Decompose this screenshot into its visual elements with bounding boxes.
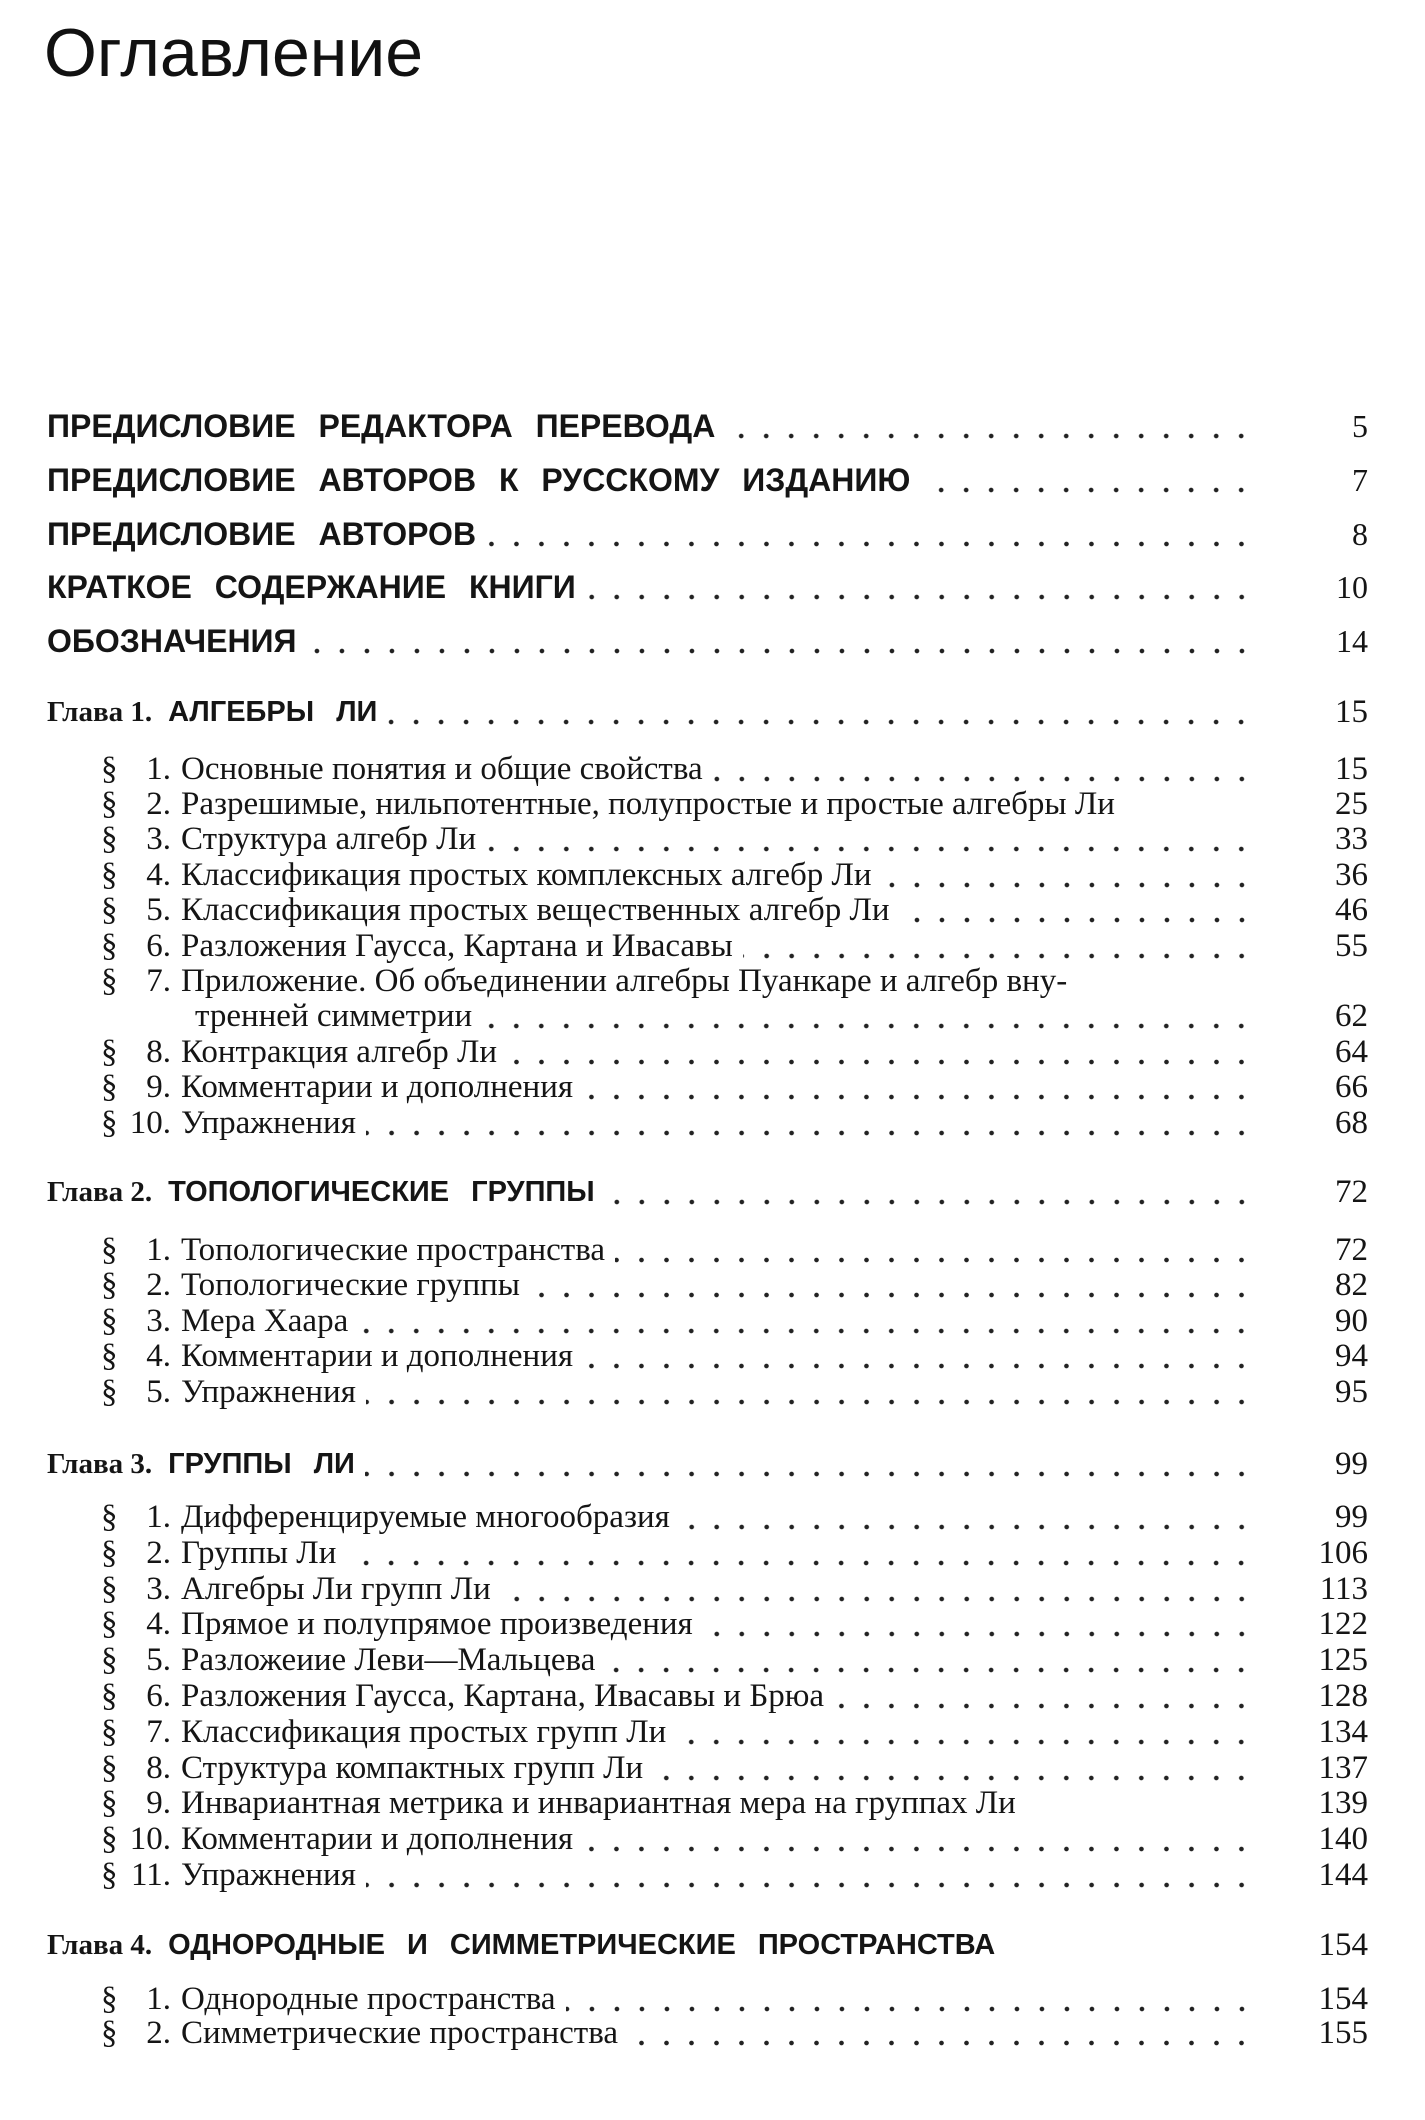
dot-leader (486, 538, 1254, 548)
section-entry[interactable] (101, 1265, 1368, 1305)
section-sign: § (101, 1713, 118, 1750)
page-number: 72 (1335, 1232, 1368, 1268)
dot-leader (920, 484, 1254, 494)
section-number: 1. (146, 1232, 171, 1268)
page-number: 106 (1318, 1534, 1368, 1571)
section-sign: § (101, 821, 118, 857)
section-label (101, 749, 703, 789)
page-number: 154 (1318, 1927, 1368, 1963)
toc-entry-front-matter[interactable] (47, 460, 1368, 500)
section-entry[interactable] (101, 749, 1368, 789)
section-label (101, 1301, 348, 1341)
section-entry[interactable] (101, 819, 1368, 859)
dot-leader (713, 773, 1254, 783)
section-entry[interactable] (101, 1819, 1368, 1859)
page-number: 25 (1335, 786, 1368, 822)
section-number: 5. (146, 1642, 171, 1679)
toc-entry-front-matter[interactable] (47, 406, 1368, 446)
entry-title: ПРЕДИСЛОВИЕ АВТОРОВ (47, 516, 477, 552)
section-sign: § (101, 2015, 118, 2051)
section-title: Упражнения (181, 1105, 356, 1141)
section-sign: § (101, 1534, 118, 1571)
section-title: Классификация простых комплексных алгебр Ли (181, 857, 872, 893)
section-entry[interactable] (101, 890, 1368, 930)
section-sign: § (101, 1069, 118, 1105)
chapter-heading[interactable] (47, 1925, 1368, 1965)
section-label (101, 855, 872, 895)
section-number: 4. (146, 857, 171, 893)
section-label (101, 1855, 356, 1895)
dot-leader (586, 591, 1254, 601)
section-number: 8. (146, 1034, 171, 1070)
section-title: Основные понятия и общие свойства (181, 751, 703, 787)
entry-title: ОБОЗНАЧЕНИЯ (47, 623, 297, 659)
dot-leader (501, 1593, 1254, 1603)
section-sign: § (101, 1606, 118, 1643)
dot-leader (366, 1396, 1254, 1406)
section-entry[interactable] (101, 1497, 1368, 1537)
section-number: 5. (146, 1374, 171, 1410)
section-entry[interactable] (101, 1372, 1368, 1412)
page-number: 140 (1318, 1821, 1368, 1858)
section-label (101, 1676, 824, 1716)
section-sign: § (101, 1642, 118, 1679)
page-number: 15 (1335, 751, 1368, 787)
page-number: 36 (1335, 857, 1368, 893)
section-title: Инвариантная метрика и инвариантная мера на группах Ли (181, 1785, 1016, 1822)
section-title: Разложения Гаусса, Картана, Ивасавы и Брюа (181, 1678, 825, 1714)
dot-leader (900, 914, 1254, 924)
section-label (101, 1032, 497, 1072)
dot-leader (882, 879, 1254, 889)
section-number: 4. (146, 1606, 171, 1643)
dot-leader (628, 2037, 1254, 2047)
chapter-label (47, 692, 377, 732)
dot-leader (605, 1196, 1254, 1206)
page-number: 62 (1335, 998, 1368, 1034)
section-title: Группы Ли (181, 1534, 337, 1571)
section-sign: § (101, 1034, 118, 1070)
section-entry[interactable] (101, 1712, 1368, 1752)
dot-leader (566, 2003, 1254, 2013)
section-sign: § (101, 786, 118, 822)
dot-leader (653, 1772, 1254, 1782)
toc-entry-front-matter[interactable] (47, 514, 1368, 554)
chapter-title: АЛГЕБРЫ ЛИ (168, 696, 378, 728)
section-number: 1. (146, 1499, 171, 1535)
section-title: Топологические пространства (181, 1232, 605, 1268)
section-entry[interactable] (101, 1032, 1368, 1072)
section-sign: § (101, 1338, 118, 1374)
section-label (101, 1103, 356, 1143)
page-number: 55 (1335, 928, 1368, 964)
dot-leader (365, 1468, 1254, 1478)
section-label (101, 1640, 595, 1680)
section-title: Разрешимые, нильпотентные, полупростые и простые алгебры Ли (181, 786, 1115, 822)
page-number: 10 (1336, 569, 1368, 605)
page-number: 5 (1352, 408, 1368, 444)
dot-leader (307, 645, 1254, 655)
page-number: 95 (1335, 1374, 1368, 1410)
section-title: Классификация простых групп Ли (181, 1713, 667, 1750)
section-sign: § (101, 1267, 118, 1303)
section-number: 6. (146, 1678, 171, 1714)
section-sign: § (101, 1678, 118, 1714)
page-number: 68 (1335, 1105, 1368, 1141)
dot-leader (583, 1091, 1254, 1101)
section-entry[interactable] (101, 1604, 1368, 1644)
section-title: Классификация простых вещественных алгебр Ли (181, 892, 890, 928)
dot-leader (703, 1628, 1254, 1638)
section-title: Комментарии и дополнения (181, 1338, 574, 1374)
section-title-continuation: тренней симметрии (195, 998, 473, 1034)
dot-leader (834, 1700, 1254, 1710)
section-sign: § (101, 1749, 118, 1786)
section-number: 11. (130, 1857, 171, 1893)
section-entry[interactable] (101, 784, 1368, 824)
chapter-label (47, 1444, 355, 1484)
section-entry[interactable] (101, 1103, 1368, 1143)
section-label (101, 1604, 693, 1644)
section-label (101, 1265, 520, 1305)
section-number: 7. (146, 1713, 171, 1750)
section-sign: § (101, 1374, 118, 1410)
dot-leader (530, 1289, 1254, 1299)
section-sign: § (101, 1981, 118, 2017)
section-title: Однородные пространства (181, 1981, 556, 2017)
page-number: 154 (1318, 1981, 1368, 2017)
section-entry[interactable] (101, 1067, 1368, 1107)
section-sign: § (101, 892, 118, 928)
section-number: 8. (146, 1749, 171, 1786)
section-number: 9. (146, 1785, 171, 1822)
section-entry[interactable] (101, 1748, 1368, 1788)
section-number: 5. (146, 892, 171, 928)
section-label (101, 1230, 605, 1270)
chapter-number: Глава 1. (47, 696, 153, 728)
dot-leader (482, 1020, 1254, 1030)
section-sign: § (101, 1303, 118, 1339)
page-number: 122 (1318, 1606, 1368, 1643)
section-entry[interactable] (101, 1301, 1368, 1341)
section-sign: § (101, 857, 118, 893)
entry-title: ПРЕДИСЛОВИЕ АВТОРОВ К РУССКОМУ ИЗДАНИЮ (47, 462, 911, 498)
dot-leader (583, 1843, 1254, 1853)
chapter-number: Глава 2. (47, 1176, 153, 1208)
section-title: Структура компактных групп Ли (181, 1749, 644, 1786)
page-number: 66 (1335, 1069, 1368, 1105)
section-label (101, 1067, 573, 1107)
section-entry[interactable] (101, 961, 1368, 1001)
section-label (101, 890, 890, 930)
section-title: Дифференцируемые многообразия (181, 1499, 670, 1535)
section-title: Структура алгебр Ли (181, 821, 477, 857)
section-label (101, 1533, 336, 1573)
dot-leader (583, 1360, 1254, 1370)
page-number: 155 (1318, 2015, 1368, 2051)
chapter-heading[interactable] (47, 692, 1368, 732)
page-number: 82 (1335, 1267, 1368, 1303)
page-number: 15 (1335, 694, 1368, 730)
toc-entry-front-matter[interactable] (47, 621, 1368, 661)
section-title: Симметрические пространства (181, 2015, 618, 2051)
section-label (101, 1748, 643, 1788)
section-label (101, 819, 476, 859)
section-label (101, 1783, 1016, 1823)
section-number: 6. (146, 928, 171, 964)
chapter-number: Глава 3. (47, 1448, 153, 1480)
section-entry[interactable] (101, 1855, 1368, 1895)
section-title: Комментарии и дополнения (181, 1821, 574, 1858)
entry-title: ПРЕДИСЛОВИЕ РЕДАКТОРА ПЕРЕВОДА (47, 408, 716, 444)
entry-title: КРАТКОЕ СОДЕРЖАНИЕ КНИГИ (47, 569, 576, 605)
section-entry-continuation[interactable] (195, 996, 1368, 1036)
dot-leader (605, 1664, 1254, 1674)
section-label (101, 961, 1067, 1001)
dot-leader (725, 430, 1254, 440)
section-label (101, 1372, 356, 1412)
section-sign: § (101, 1499, 118, 1535)
section-title: Разложения Гаусса, Картана и Ивасавы (181, 928, 733, 964)
section-title: Упражнения (181, 1857, 356, 1893)
section-number: 7. (146, 963, 171, 999)
page-title: Оглавление (44, 15, 424, 91)
page-number: 46 (1335, 892, 1368, 928)
section-sign: § (101, 1105, 118, 1141)
dot-leader (387, 716, 1254, 726)
dot-leader (615, 1254, 1254, 1264)
page-number: 94 (1335, 1338, 1368, 1374)
section-label (101, 784, 1115, 824)
section-entry[interactable] (101, 2013, 1368, 2053)
section-sign: § (101, 963, 118, 999)
section-label (101, 2013, 618, 2053)
section-title: Топологические группы (181, 1267, 520, 1303)
page-number: 144 (1318, 1857, 1368, 1893)
section-label (101, 1819, 573, 1859)
section-number: 4. (146, 1338, 171, 1374)
dot-leader (366, 1879, 1254, 1889)
section-sign: § (101, 751, 118, 787)
section-entry[interactable] (101, 855, 1368, 895)
dot-leader (366, 1127, 1254, 1137)
page-number: 137 (1318, 1749, 1368, 1786)
page-number: 14 (1336, 623, 1368, 659)
dot-leader (507, 1056, 1254, 1066)
dot-leader (676, 1736, 1254, 1746)
chapter-number: Глава 4. (47, 1929, 153, 1961)
section-label (101, 1336, 573, 1376)
section-number: 1. (146, 1981, 171, 2017)
page-number: 139 (1318, 1785, 1368, 1822)
section-number: 3. (146, 821, 171, 857)
page-number: 33 (1335, 821, 1368, 857)
section-label (101, 926, 733, 966)
page-number: 134 (1318, 1713, 1368, 1750)
page-number: 113 (1319, 1570, 1368, 1607)
page-number: 90 (1335, 1303, 1368, 1339)
chapter-label (47, 1925, 995, 1965)
dot-leader (346, 1557, 1254, 1567)
section-sign: § (101, 1857, 118, 1893)
section-entry[interactable] (101, 1569, 1368, 1609)
page-number: 99 (1335, 1446, 1368, 1482)
section-sign: § (101, 1785, 118, 1822)
page-number: 72 (1335, 1174, 1368, 1210)
section-number: 2. (146, 1267, 171, 1303)
chapter-title: ОДНОРОДНЫЕ И СИММЕТРИЧЕСКИЕ ПРОСТРАНСТВА (168, 1929, 996, 1961)
section-title: Контракция алгебр Ли (181, 1034, 498, 1070)
page-number: 64 (1335, 1034, 1368, 1070)
section-number: 2. (146, 1534, 171, 1571)
section-entry[interactable] (101, 1230, 1368, 1270)
section-number: 2. (146, 2015, 171, 2051)
section-number: 1. (146, 751, 171, 787)
section-title: Комментарии и дополнения (181, 1069, 574, 1105)
dot-leader (358, 1325, 1254, 1335)
section-title: Прямое и полупрямое произведения (181, 1606, 693, 1643)
section-label (101, 1712, 666, 1752)
dot-leader (680, 1521, 1254, 1531)
section-label (101, 1569, 491, 1609)
section-entry[interactable] (101, 1533, 1368, 1573)
page-number: 99 (1335, 1499, 1368, 1535)
section-sign: § (101, 928, 118, 964)
section-sign: § (101, 1821, 118, 1858)
section-title: Упражнения (181, 1374, 356, 1410)
section-entry[interactable] (101, 1783, 1368, 1823)
page-number: 125 (1318, 1642, 1368, 1679)
section-number: 3. (146, 1303, 171, 1339)
section-sign: § (101, 1232, 118, 1268)
section-label (101, 1497, 670, 1537)
section-number: 10. (129, 1105, 171, 1141)
section-title: Приложение. Об объединении алгебры Пуанкаре и алгебр вну- (181, 963, 1068, 999)
section-sign: § (101, 1570, 118, 1607)
section-entry[interactable] (101, 926, 1368, 966)
chapter-title: ГРУППЫ ЛИ (168, 1448, 355, 1480)
section-title: Алгебры Ли групп Ли (181, 1570, 491, 1607)
chapter-label (47, 1172, 595, 1212)
toc-entry-front-matter[interactable] (47, 567, 1368, 607)
section-number: 2. (146, 786, 171, 822)
page-number: 128 (1318, 1678, 1368, 1714)
chapter-heading[interactable] (47, 1444, 1368, 1484)
section-number: 3. (146, 1570, 171, 1607)
section-entry[interactable] (101, 1336, 1368, 1376)
chapter-title: ТОПОЛОГИЧЕСКИЕ ГРУППЫ (168, 1176, 595, 1208)
section-title: Разложеиие Леви—Мальцева (181, 1642, 596, 1679)
section-entry[interactable] (101, 1640, 1368, 1680)
section-title: Мера Хаара (181, 1303, 349, 1339)
dot-leader (743, 950, 1254, 960)
section-number: 9. (146, 1069, 171, 1105)
page-number: 7 (1352, 462, 1368, 498)
dot-leader (486, 843, 1254, 853)
chapter-heading[interactable] (47, 1172, 1368, 1212)
section-number: 10. (129, 1821, 171, 1858)
section-entry[interactable] (101, 1676, 1368, 1716)
page-number: 8 (1352, 516, 1368, 552)
